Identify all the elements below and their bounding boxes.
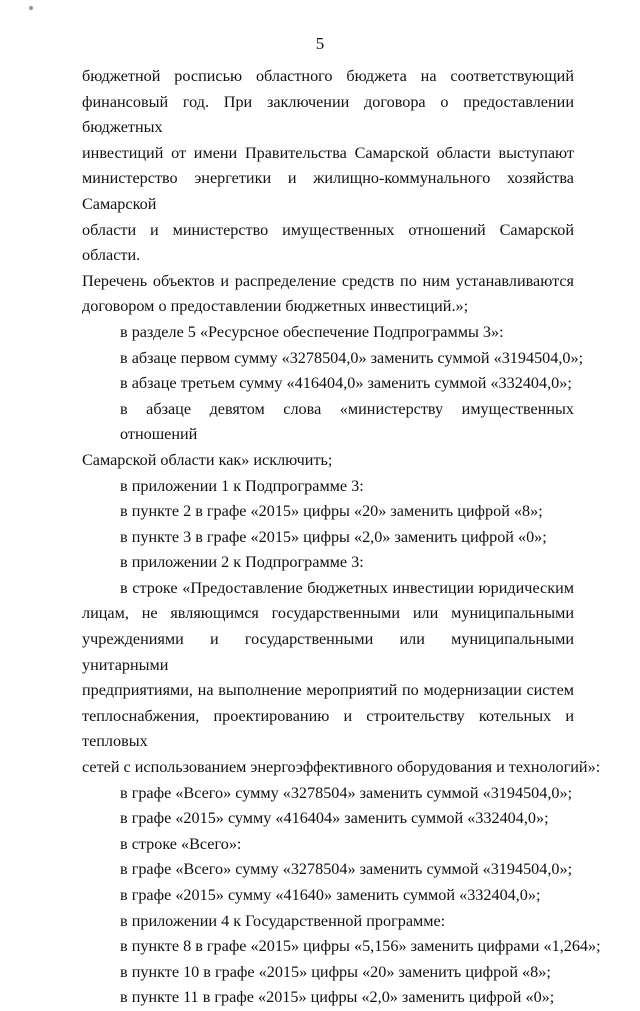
text-line: в графе «2015» сумму «41640» заменить суммой «332404,0»;: [120, 886, 541, 904]
text-line: в пункте 10 в графе «2015» цифры «20» заменить цифрой «8»;: [120, 962, 551, 981]
text-line: в абзаце девятом слова «министерству имущественных отношений: [120, 399, 574, 444]
text-line: в приложении 1 к Подпрограмме 3:: [120, 476, 364, 495]
text-line: Перечень объектов и распределение средств по ним устанавливаются: [82, 271, 574, 290]
text-line: министерство энергетики и жилищно-коммунального хозяйства Самарской: [82, 169, 574, 213]
page-number: 5: [315, 34, 325, 53]
text-line: в абзаце третьем сумму «416404,0» заменить суммой «332404,0»;: [120, 374, 572, 393]
text-line: инвестиций от имени Правительства Самарской области выступают: [82, 143, 574, 162]
text-line: теплоснабжения, проектированию и строительству котельных и тепловых: [82, 706, 574, 751]
text-line: учреждениями и государственными или муниципальными унитарными: [82, 630, 574, 674]
text-line: в строке «Предоставление бюджетных инвестиции юридическим: [120, 578, 574, 597]
text-line: в абзаце первом сумму «3278504,0» заменить суммой «3194504,0»;: [120, 348, 584, 367]
text-line: в графе «2015» сумму «416404» заменить суммой «332404,0»;: [120, 809, 549, 828]
text-line: в приложении 2 к Подпрограмме 3:: [120, 553, 364, 572]
text-line: в пункте 8 в графе «2015» цифры «5,156» заменить цифрами «1,264»;: [120, 937, 601, 956]
text-line: в пункте 11 в графе «2015» цифры «2,0» заменить цифрой «0»;: [120, 988, 555, 1007]
text-line: в графе «Всего» сумму «3278504» заменить суммой «3194504,0»;: [120, 860, 573, 879]
text-line: сетей с использованием энергоэффективного оборудования и технологий»:: [82, 758, 601, 777]
text-line: Самарской области как» исключить;: [82, 450, 333, 469]
text-line: в строке «Всего»:: [120, 834, 242, 853]
scan-speck: [29, 6, 33, 10]
text-line: лицам, не являющимся государственными или муниципальными: [82, 604, 574, 623]
text-line: предприятиями, на выполнение мероприятий по модернизации систем: [82, 681, 574, 700]
text-line: области и министерство имущественных отношений Самарской области.: [82, 220, 574, 265]
document-body: [82, 64, 601, 1011]
text-line: в пункте 2 в графе «2015» цифры «20» заменить цифрой «8»;: [120, 502, 543, 521]
text-line: в разделе 5 «Ресурсное обеспечение Подпрограммы 3»:: [120, 322, 504, 341]
text-line: в приложении 4 к Государственной программе:: [120, 911, 446, 930]
text-line: финансовый год. При заключении договора о предоставлении бюджетных: [82, 92, 574, 137]
text-line: в графе «Всего» сумму «3278504» заменить суммой «3194504,0»;: [120, 783, 573, 802]
text-line: договором о предоставлении бюджетных инвестиций.»;: [82, 297, 469, 316]
text-line: бюджетной росписью областного бюджета на соответствующий: [82, 67, 574, 85]
text-line: в пункте 3 в графе «2015» цифры «2,0» заменить цифрой «0»;: [120, 527, 547, 546]
